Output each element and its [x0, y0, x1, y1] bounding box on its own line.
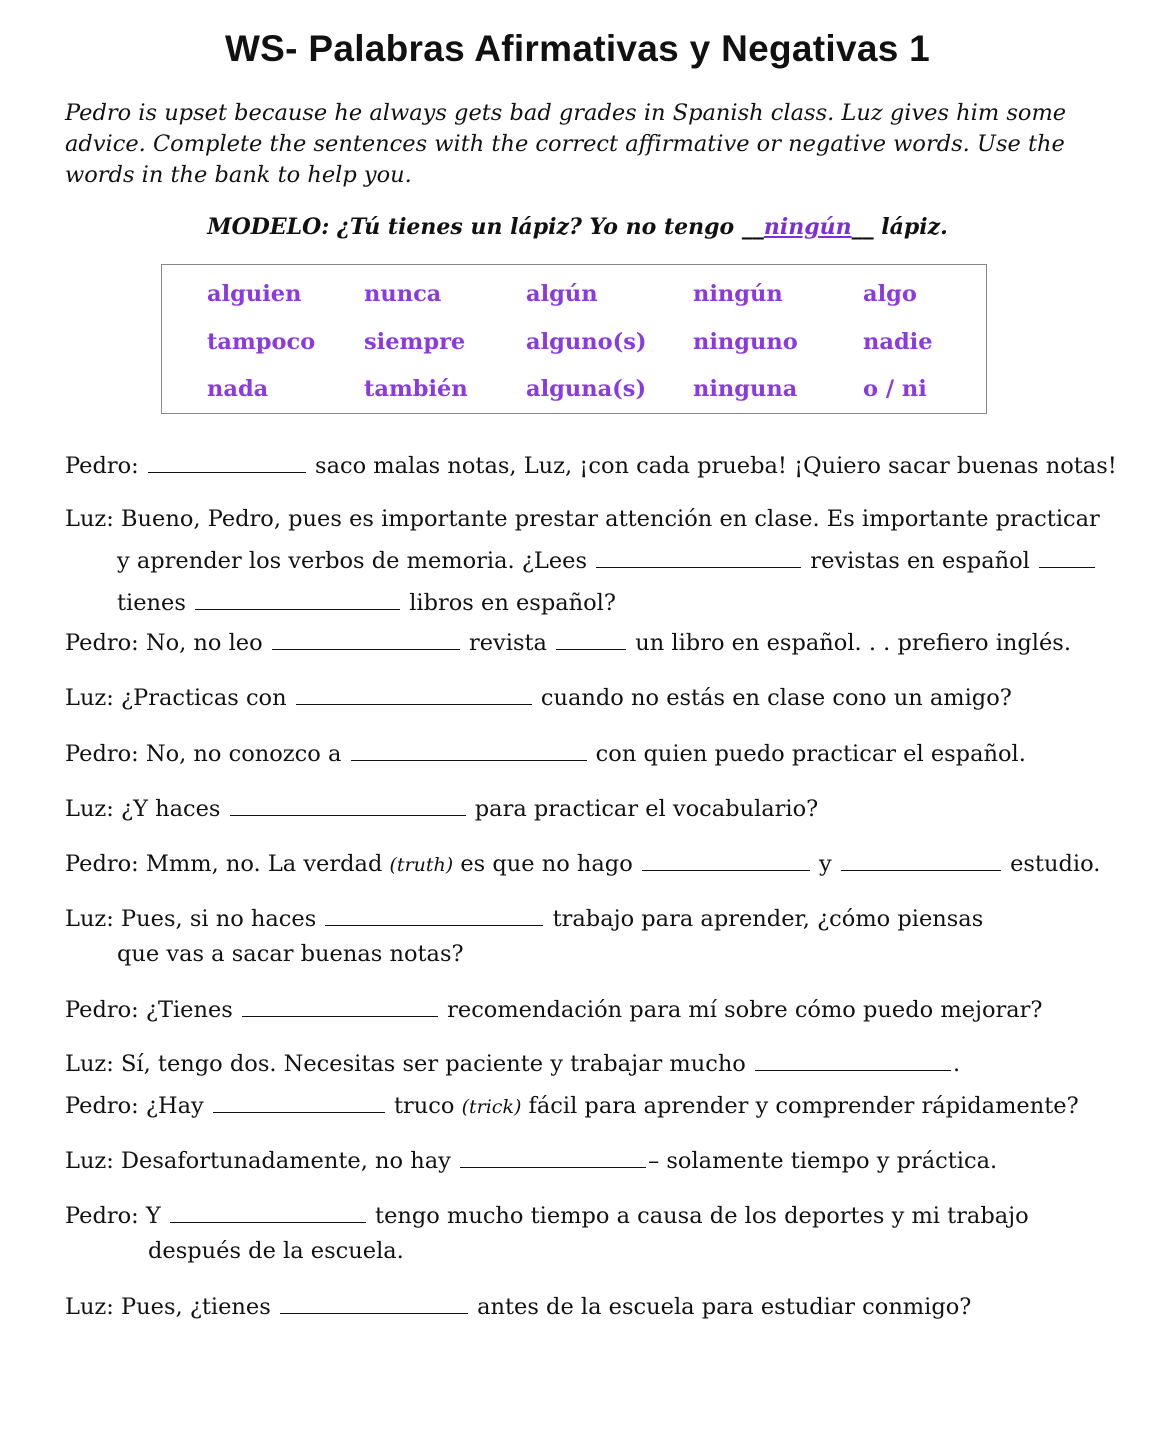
line-text: Luz: ¿Y haces: [65, 796, 228, 822]
exercise-line-18: [65, 1293, 971, 1320]
model-prompt: MODELO: ¿Tú tienes un lápiz? Yo no tengo __: [207, 214, 764, 240]
line-text: para practicar el vocabulario?: [467, 796, 819, 822]
answer-blank[interactable]: [272, 629, 460, 650]
bank-word: alguna(s): [526, 376, 647, 402]
answer-blank[interactable]: [325, 905, 543, 926]
exercise-line-15: [65, 1147, 997, 1174]
bank-word: alguien: [207, 281, 302, 307]
line-text: trabajo para aprender, ¿cómo piensas: [545, 906, 984, 932]
line-text: truco: [386, 1093, 462, 1119]
exercise-line-13: [65, 1050, 960, 1077]
exercise-line-9: [65, 850, 1100, 877]
bank-word: nunca: [364, 281, 442, 307]
answer-blank[interactable]: [1039, 547, 1095, 568]
bank-word: también: [364, 376, 468, 402]
line-text: Pedro: ¿Hay: [65, 1093, 211, 1119]
answer-blank[interactable]: [296, 684, 532, 705]
exercise-line-14: [65, 1092, 1079, 1119]
exercise-line-3: [117, 547, 1097, 574]
line-text: un libro en español. . . prefiero inglés.: [628, 630, 1071, 656]
exercise-line-1: [65, 452, 1117, 479]
answer-blank[interactable]: [755, 1050, 951, 1071]
line-text: Pedro: Y: [65, 1203, 168, 1229]
line-text: con quien puedo practicar el español.: [588, 741, 1026, 767]
line-text: tienes: [117, 590, 194, 616]
line-text: Pedro: Mmm, no. La verdad: [65, 851, 390, 877]
answer-blank[interactable]: [230, 795, 466, 816]
bank-word: nadie: [863, 329, 933, 355]
line-text: Luz: ¿Practicas con: [65, 685, 294, 711]
bank-word: ninguna: [693, 376, 798, 402]
line-text: revista: [461, 630, 555, 656]
bank-word: tampoco: [207, 329, 316, 355]
line-text: saco malas notas, Luz, ¡con cada prueba! ¡Quiero sacar buenas notas!: [307, 453, 1117, 479]
line-text: y: [811, 851, 839, 877]
exercise-line-16: [65, 1202, 1029, 1229]
exercise-line-12: [65, 996, 1042, 1023]
exercise-line-10: [65, 905, 983, 932]
answer-blank[interactable]: [242, 996, 438, 1017]
answer-blank[interactable]: [170, 1202, 366, 1223]
answer-blank[interactable]: [351, 740, 587, 761]
bank-word: ningún: [693, 281, 783, 307]
exercise-line-4: [117, 589, 616, 616]
answer-blank[interactable]: [460, 1147, 646, 1168]
line-text: después de la escuela.: [148, 1238, 404, 1264]
model-sentence: [0, 214, 1155, 240]
bank-word: o / ni: [863, 376, 927, 402]
line-text: cuando no estás en clase cono un amigo?: [533, 685, 1012, 711]
translation-note: (trick): [461, 1096, 522, 1118]
line-text: antes de la escuela para estudiar conmigo?: [469, 1294, 972, 1320]
bank-word: algo: [863, 281, 917, 307]
line-text: Pedro: ¿Tienes: [65, 997, 240, 1023]
line-text: es que no hago: [453, 851, 640, 877]
exercise-line-11: [117, 941, 464, 967]
bank-word: ninguno: [693, 329, 798, 355]
line-text: estudio.: [1002, 851, 1101, 877]
answer-blank[interactable]: [841, 850, 1001, 871]
line-text: revistas en español: [803, 548, 1038, 574]
answer-blank[interactable]: [195, 589, 400, 610]
exercise-line-7: [65, 740, 1026, 767]
model-answer: ningún: [763, 214, 852, 240]
line-text: Luz: Pues, si no haces: [65, 906, 324, 932]
answer-blank[interactable]: [213, 1092, 385, 1113]
line-text: fácil para aprender y comprender rápidamente?: [521, 1093, 1079, 1119]
bank-word: algún: [526, 281, 598, 307]
answer-blank[interactable]: [280, 1293, 468, 1314]
exercise-line-6: [65, 684, 1012, 711]
answer-blank[interactable]: [148, 452, 306, 473]
word-bank: [161, 264, 987, 414]
line-text: recomendación para mí sobre cómo puedo mejorar?: [439, 997, 1043, 1023]
exercise-line-5: [65, 629, 1071, 656]
line-text: Luz: Bueno, Pedro, pues es importante prestar attención en clase. Es importante practicar: [65, 506, 1100, 532]
bank-word: siempre: [364, 329, 466, 355]
exercise-line-17: [148, 1238, 404, 1264]
translation-note: (truth): [389, 854, 454, 876]
instructions: Pedro is upset because he always gets bad grades in Spanish class. Luz gives him some advice. Complete the sentences with the correct affirmative or negative words. Use the words in the bank to help you.: [65, 100, 1067, 188]
line-text: – solamente tiempo y práctica.: [647, 1148, 998, 1174]
line-text: Luz: Sí, tengo dos. Necesitas ser paciente y trabajar mucho: [65, 1051, 754, 1077]
line-text: y aprender los verbos de memoria. ¿Lees: [117, 548, 595, 574]
line-text: libros en español?: [402, 590, 616, 616]
answer-blank[interactable]: [596, 547, 801, 568]
exercise-line-8: [65, 795, 818, 822]
line-text: .: [953, 1051, 961, 1077]
line-text: Luz: Pues, ¿tienes: [65, 1294, 278, 1320]
line-text: Luz: Desafortunadamente, no hay: [65, 1148, 458, 1174]
answer-blank[interactable]: [642, 850, 810, 871]
bank-word: alguno(s): [526, 329, 647, 355]
line-text: tengo mucho tiempo a causa de los deportes y mi trabajo: [367, 1203, 1029, 1229]
line-text: Pedro: No, no leo: [65, 630, 270, 656]
line-text: que vas a sacar buenas notas?: [117, 941, 464, 967]
model-end: __ lápiz.: [851, 214, 948, 240]
answer-blank[interactable]: [556, 629, 626, 650]
line-text: Pedro: No, no conozco a: [65, 741, 349, 767]
worksheet-title: WS- Palabras Afirmativas y Negativas 1: [224, 28, 931, 69]
exercise-line-2: [65, 506, 1100, 532]
line-text: Pedro:: [65, 453, 146, 479]
bank-word: nada: [207, 376, 269, 402]
